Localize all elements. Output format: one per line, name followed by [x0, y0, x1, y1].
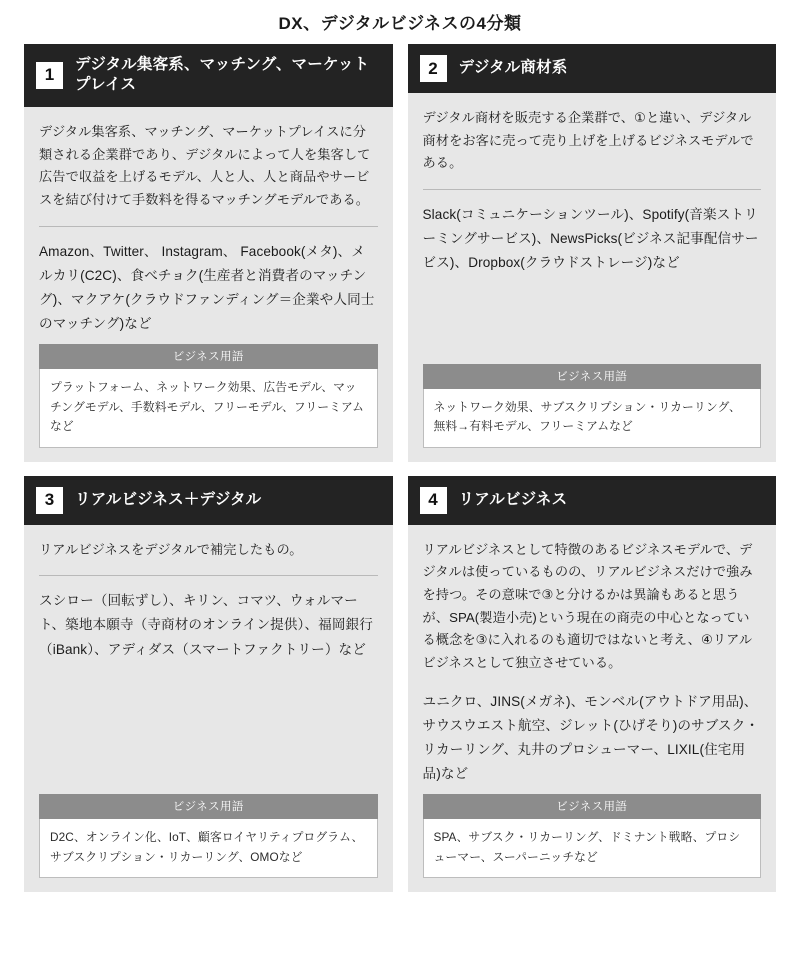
card-examples: Amazon、Twitter、 Instagram、 Facebook(メタ)、メルカリ(C2C)、食べチョク(生産者と消費者のマッチング)、マクアケ(クラウドファンディング＝企業や人同士のマッチング)など — [39, 243, 375, 332]
business-terms-text: SPA、サブスク・リカーリング、ドミナント戦略、プロシューマー、スーパーニッチなど — [423, 819, 762, 878]
card-header — [408, 44, 777, 93]
card-examples: ユニクロ、JINS(メガネ)、モンベル(アウトドア用品)、サウスウエスト航空、ジレット(ひげそり)のサブスク・リカーリング、丸井のプロシューマー、LIXIL(住宅用品)など — [422, 693, 759, 782]
card-title: デジタル商材系 — [458, 59, 568, 77]
card-description: リアルビジネスとして特徴のあるビジネスモデルで、デジタルは使っているものの、リアルビジネスだけで強みを持つ。その意味で③と分けるかは異論もあると思うが、SPA(製造小売)という現在の商売の中心となっている概念を③に入れるのも適切ではないと考え、④リアルビジネスとして独立させている。 — [422, 541, 753, 671]
card-title: リアルビジネス — [458, 490, 568, 508]
business-terms-block — [423, 364, 762, 448]
business-terms-text: ネットワーク効果、サブスクリプション・リカーリング、無料→有料モデル、フリーミアムなど — [423, 389, 762, 448]
card-description: リアルビジネスをデジタルで補完したもの。 — [39, 541, 303, 557]
card-body — [408, 525, 777, 893]
section-divider — [39, 226, 378, 227]
spacer — [423, 276, 762, 364]
page-title: DX、デジタルビジネスの4分類 — [278, 14, 522, 33]
card-body — [408, 93, 777, 462]
card-body — [24, 525, 393, 893]
category-card-3 — [24, 476, 393, 893]
business-terms-label: ビジネス用語 — [39, 344, 378, 369]
card-header — [408, 476, 777, 525]
card-title: リアルビジネス＋デジタル — [75, 490, 262, 508]
business-terms-label: ビジネス用語 — [423, 794, 762, 819]
category-card-1 — [24, 44, 393, 462]
card-number-badge: 4 — [420, 487, 447, 514]
business-terms-label: ビジネス用語 — [423, 364, 762, 389]
card-title: デジタル集客系、マッチング、マーケットプレイス — [75, 56, 370, 94]
card-grid — [24, 44, 776, 892]
card-number-badge: 2 — [420, 55, 447, 82]
business-terms-text: D2C、オンライン化、IoT、顧客ロイヤリティプログラム、サブスクリプション・リカーリング、OMOなど — [39, 819, 378, 878]
card-examples: Slack(コミュニケーションツール)、Spotify(音楽ストリーミングサービス)、NewsPicks(ビジネス記事配信サービス)、Dropbox(クラウドストレージ)など — [422, 207, 759, 271]
section-divider — [39, 575, 378, 576]
section-divider — [423, 189, 762, 190]
category-card-4 — [408, 476, 777, 893]
card-header — [24, 476, 393, 525]
category-card-2 — [408, 44, 777, 462]
spacer — [39, 336, 378, 344]
business-terms-text: プラットフォーム、ネットワーク効果、広告モデル、マッチングモデル、手数料モデル、フリーモデル、フリーミアムなど — [39, 369, 378, 447]
card-examples: スシロー（回転ずし）、キリン、コマツ、ウォルマート、築地本願寺（寺商材のオンライン提供）、福岡銀行（iBank）、アディダス（スマートファクトリー）など — [39, 593, 373, 657]
card-description: デジタル商材を販売する企業群で、①と違い、デジタル商材をお客に売って売り上げを上げるビジネスモデルである。 — [422, 110, 754, 171]
spacer — [423, 786, 762, 794]
card-number-badge: 3 — [36, 487, 63, 514]
card-description: デジタル集客系、マッチング、マーケットプレイスに分類される企業群であり、デジタルによって人を集客して広告で収益を上げるモデル、人と人、人と商品やサービスを結び付けて手数料を得るマッチングモデルである。 — [39, 123, 371, 208]
spacer — [39, 662, 378, 795]
business-terms-block — [39, 794, 378, 878]
card-header — [24, 44, 393, 107]
business-terms-block — [423, 794, 762, 878]
business-terms-label: ビジネス用語 — [39, 794, 378, 819]
business-terms-block — [39, 344, 378, 447]
card-body — [24, 107, 393, 462]
card-number-badge: 1 — [36, 62, 63, 89]
